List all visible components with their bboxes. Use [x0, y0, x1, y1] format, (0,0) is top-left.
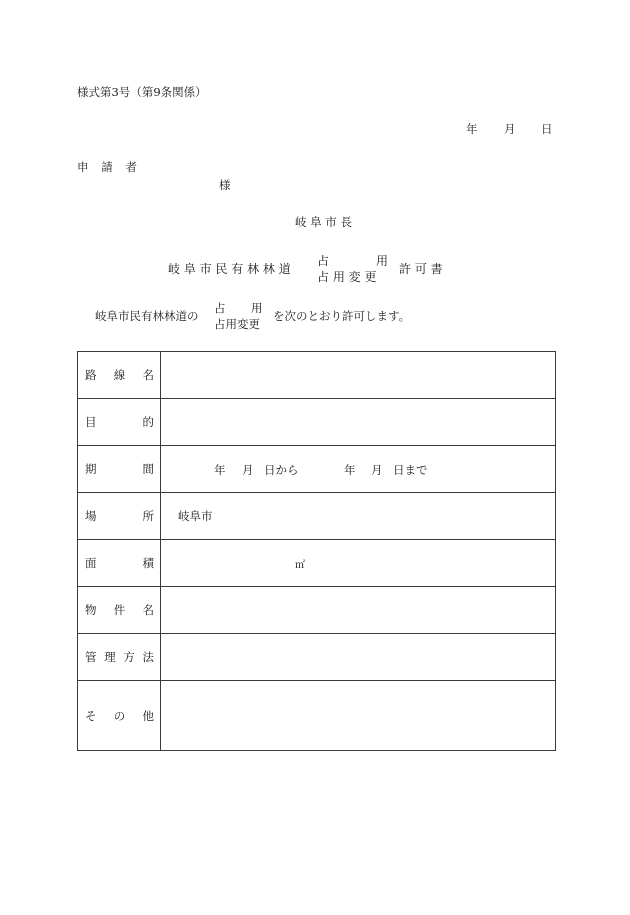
form-number: 様式第3号（第9条関係）: [77, 85, 207, 99]
table-row: [78, 540, 556, 587]
table-row: [78, 352, 556, 399]
honorific-sama: 様: [219, 178, 231, 192]
period-to-day: 日まで: [393, 463, 428, 477]
period-from-day: 日から: [264, 463, 299, 477]
issuer-mayor: 岐 阜 市 長: [295, 215, 352, 229]
table-row: [78, 493, 556, 540]
area-unit: ㎡: [295, 559, 305, 571]
statement-suffix: を次のとおり許可します。: [273, 309, 411, 323]
label-char: 法: [142, 650, 154, 664]
location-label-cell: [78, 493, 161, 540]
label-char: 目: [85, 415, 97, 429]
location-field[interactable]: [161, 493, 556, 540]
label-char: 件: [113, 603, 126, 617]
period-field[interactable]: [161, 446, 556, 493]
location-value: 岐阜市: [178, 509, 213, 523]
period-to-year: 年: [344, 463, 356, 477]
applicant-char: 申: [77, 160, 89, 174]
label-char: 所: [142, 509, 154, 523]
permit-details-table: [77, 351, 556, 751]
management-method-value: [161, 650, 178, 664]
purpose-value: [161, 415, 178, 429]
applicant-char: 請: [101, 160, 113, 174]
title-suffix: 許 可 書: [399, 262, 443, 276]
statement-prefix: 岐阜市民有林林道の: [95, 309, 199, 323]
route-name-field[interactable]: [161, 352, 556, 399]
management-method-field[interactable]: [161, 634, 556, 681]
label-char: 管: [85, 650, 97, 664]
table-row: [78, 399, 556, 446]
label-char: 間: [142, 462, 154, 476]
period-to-month: 月: [371, 463, 383, 477]
title-top-you: 用: [376, 254, 389, 268]
date-day-label: 日: [541, 122, 553, 136]
label-char: そ: [85, 708, 97, 723]
title-top-sen: 占: [317, 254, 330, 268]
table-row: [78, 587, 556, 634]
title-prefix: 岐 阜 市 民 有 林 林 道: [168, 262, 291, 276]
statement-bottom: 占用変更: [214, 317, 260, 331]
item-name-field[interactable]: [161, 587, 556, 634]
area-label-cell: [78, 540, 161, 587]
date-year-label: 年: [466, 122, 478, 136]
label-char: 積: [142, 556, 154, 570]
table-row: [78, 681, 556, 751]
title-bottom: 占 用 変 更: [317, 270, 377, 284]
label-char: 路: [85, 368, 97, 382]
label-char: 期: [85, 462, 97, 476]
management-method-label-cell: [78, 634, 161, 681]
label-char: 的: [142, 415, 154, 429]
other-field[interactable]: [161, 681, 556, 751]
label-char: 線: [113, 368, 126, 382]
label-char: 面: [85, 556, 97, 570]
item-name-label-cell: [78, 587, 161, 634]
purpose-field[interactable]: [161, 399, 556, 446]
table-row: [78, 634, 556, 681]
statement-stack: [214, 303, 266, 333]
label-char: 名: [142, 603, 154, 617]
statement-top-you: 用: [251, 301, 263, 315]
item-name-value: [161, 603, 178, 617]
label-char: 他: [142, 708, 154, 723]
other-value: [161, 709, 178, 723]
period-label-cell: [78, 446, 161, 493]
label-char: 名: [142, 368, 154, 382]
document-title: [168, 255, 458, 285]
table-row: [78, 446, 556, 493]
label-char: 場: [85, 509, 97, 523]
area-field[interactable]: [161, 540, 556, 587]
period-from-month: 月: [242, 463, 254, 477]
purpose-label-cell: [78, 399, 161, 446]
statement-top-sen: 占: [214, 301, 226, 315]
other-label-cell: [78, 681, 161, 751]
applicant-label: [77, 162, 137, 174]
route-name-label-cell: [78, 352, 161, 399]
date-month-label: 月: [504, 122, 516, 136]
label-char: 方: [123, 650, 135, 664]
label-char: 物: [85, 603, 97, 617]
route-name-value: [161, 368, 178, 382]
label-char: の: [113, 708, 126, 723]
applicant-char: 者: [125, 160, 137, 174]
label-char: 理: [104, 650, 116, 664]
period-from-year: 年: [214, 463, 226, 477]
